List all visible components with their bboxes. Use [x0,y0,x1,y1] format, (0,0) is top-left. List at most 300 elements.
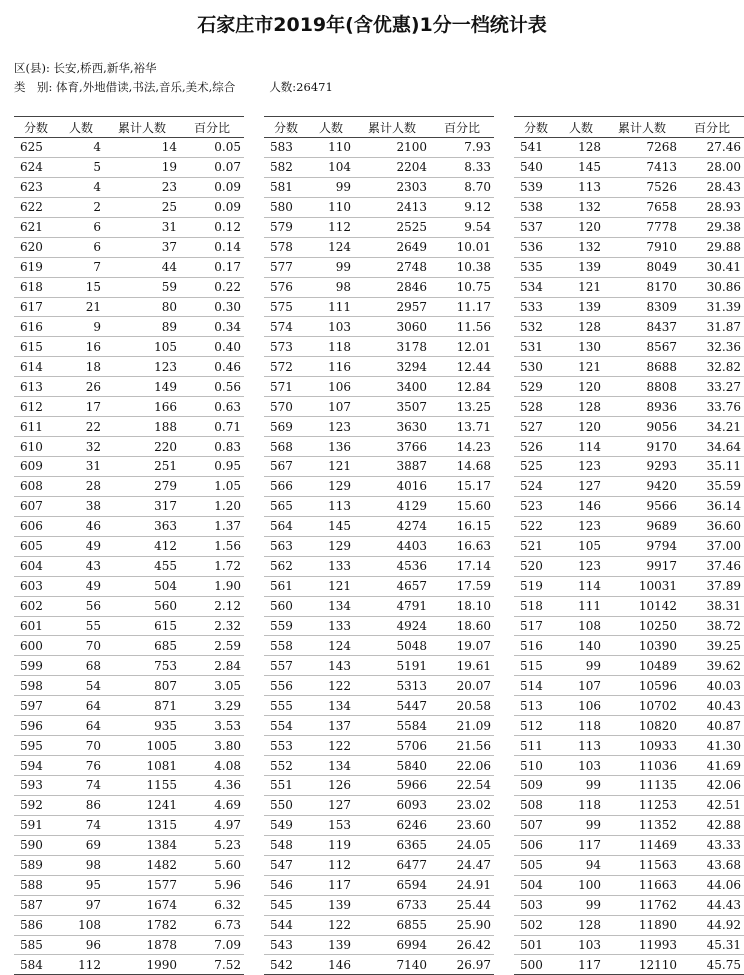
count-cell: 128 [558,915,604,935]
table-row [514,457,744,477]
cumulative-cell: 1878 [104,935,180,955]
score-cell: 586 [14,915,58,935]
score-cell: 535 [514,257,558,277]
percent-cell: 29.38 [680,217,744,237]
score-cell: 582 [264,157,308,177]
table-row [264,915,494,935]
table-row [514,616,744,636]
percent-cell: 0.09 [180,197,244,217]
count-cell: 98 [308,277,354,297]
count-cell: 121 [308,576,354,596]
score-cell: 539 [514,177,558,197]
percent-cell: 44.92 [680,915,744,935]
score-cell: 546 [264,875,308,895]
percent-cell: 13.25 [430,397,494,417]
cumulative-cell: 8170 [604,277,680,297]
cumulative-cell: 251 [104,457,180,477]
score-cell: 612 [14,397,58,417]
count-cell: 127 [308,795,354,815]
percent-cell: 36.14 [680,496,744,516]
table-row [14,377,244,397]
cumulative-cell: 4274 [354,516,430,536]
cumulative-cell: 7526 [604,177,680,197]
count-cell: 64 [58,696,104,716]
cumulative-cell: 8808 [604,377,680,397]
count-cell: 130 [558,337,604,357]
percent-cell: 0.71 [180,417,244,437]
count-cell: 108 [58,915,104,935]
table-row [14,656,244,676]
percent-cell: 33.27 [680,377,744,397]
percent-cell: 0.22 [180,277,244,297]
score-cell: 574 [264,317,308,337]
score-cell: 584 [14,955,58,975]
score-cell: 540 [514,157,558,177]
table-row [264,875,494,895]
percent-cell: 1.72 [180,556,244,576]
table-row [264,516,494,536]
table-row [514,935,744,955]
cumulative-cell: 188 [104,417,180,437]
percent-cell: 30.86 [680,277,744,297]
cumulative-cell: 2525 [354,217,430,237]
cumulative-cell: 3507 [354,397,430,417]
percent-cell: 22.54 [430,776,494,796]
table-row [514,736,744,756]
count-cell: 119 [308,835,354,855]
header-score: 分数 [514,117,558,138]
count-cell: 22 [58,417,104,437]
score-cell: 552 [264,756,308,776]
table-row [264,935,494,955]
cumulative-cell: 2204 [354,157,430,177]
percent-cell: 11.56 [430,317,494,337]
count-cell: 103 [308,317,354,337]
count-cell: 153 [308,815,354,835]
cumulative-cell: 5966 [354,776,430,796]
count-cell: 121 [308,457,354,477]
table-row [514,177,744,197]
percent-cell: 8.70 [430,177,494,197]
score-cell: 580 [264,197,308,217]
table-row [514,576,744,596]
table-row [514,955,744,975]
score-cell: 567 [264,457,308,477]
cumulative-cell: 89 [104,317,180,337]
score-cell: 592 [14,795,58,815]
table-row [264,138,494,158]
count-cell: 128 [558,317,604,337]
table-row [264,337,494,357]
percent-cell: 28.00 [680,157,744,177]
percent-cell: 44.06 [680,875,744,895]
count-cell: 4 [58,138,104,158]
percent-cell: 43.33 [680,835,744,855]
count-cell: 116 [308,357,354,377]
count-cell: 86 [58,795,104,815]
cumulative-cell: 123 [104,357,180,377]
percent-cell: 1.05 [180,476,244,496]
cumulative-cell: 11993 [604,935,680,955]
count-cell: 103 [558,935,604,955]
table-row [514,157,744,177]
table-row [514,676,744,696]
category-text: 类 别: 体育,外地借读,书法,音乐,美术,综合 [14,80,236,94]
cumulative-cell: 9056 [604,417,680,437]
cumulative-cell: 5706 [354,736,430,756]
percent-cell: 24.05 [430,835,494,855]
cumulative-cell: 2957 [354,297,430,317]
percent-cell: 32.82 [680,357,744,377]
cumulative-cell: 279 [104,476,180,496]
score-cell: 593 [14,776,58,796]
score-cell: 604 [14,556,58,576]
count-cell: 99 [558,815,604,835]
cumulative-cell: 6477 [354,855,430,875]
count-cell: 122 [308,915,354,935]
count-cell: 106 [558,696,604,716]
percent-cell: 43.68 [680,855,744,875]
cumulative-cell: 220 [104,437,180,457]
cumulative-cell: 3400 [354,377,430,397]
percent-cell: 20.58 [430,696,494,716]
percent-cell: 0.95 [180,457,244,477]
header-count: 人数 [558,117,604,138]
count-cell: 46 [58,516,104,536]
score-cell: 541 [514,138,558,158]
table-row [264,636,494,656]
table-row [514,437,744,457]
cumulative-cell: 2100 [354,138,430,158]
percent-cell: 12.84 [430,377,494,397]
cumulative-cell: 615 [104,616,180,636]
percent-cell: 26.97 [430,955,494,975]
percent-cell: 12.44 [430,357,494,377]
count-cell: 112 [308,217,354,237]
cumulative-cell: 10390 [604,636,680,656]
cumulative-cell: 8309 [604,297,680,317]
count-cell: 136 [308,437,354,457]
header-score: 分数 [264,117,308,138]
score-cell: 621 [14,217,58,237]
score-cell: 523 [514,496,558,516]
count-cell: 129 [308,476,354,496]
table-header [264,117,494,138]
count-cell: 122 [308,736,354,756]
count-cell: 96 [58,935,104,955]
percent-cell: 1.90 [180,576,244,596]
score-cell: 560 [264,596,308,616]
cumulative-cell: 9566 [604,496,680,516]
score-cell: 579 [264,217,308,237]
score-cell: 549 [264,815,308,835]
percent-cell: 4.69 [180,795,244,815]
count-cell: 139 [308,895,354,915]
table-row [264,297,494,317]
count-cell: 6 [58,237,104,257]
percent-cell: 9.12 [430,197,494,217]
cumulative-cell: 149 [104,377,180,397]
cumulative-cell: 1081 [104,756,180,776]
score-cell: 538 [514,197,558,217]
percent-cell: 28.93 [680,197,744,217]
percent-cell: 5.60 [180,855,244,875]
count-cell: 43 [58,556,104,576]
percent-cell: 40.43 [680,696,744,716]
score-cell: 591 [14,815,58,835]
table-row [264,437,494,457]
count-cell: 117 [558,835,604,855]
score-cell: 512 [514,716,558,736]
cumulative-cell: 6855 [354,915,430,935]
score-cell: 544 [264,915,308,935]
table-row [14,855,244,875]
count-cell: 123 [308,417,354,437]
count-cell: 134 [308,756,354,776]
table-row [514,496,744,516]
table-row [14,297,244,317]
cumulative-cell: 1577 [104,875,180,895]
percent-cell: 6.73 [180,915,244,935]
count-cell: 145 [308,516,354,536]
cumulative-cell: 10933 [604,736,680,756]
table-row [264,656,494,676]
table-row [264,496,494,516]
score-cell: 517 [514,616,558,636]
cumulative-cell: 3887 [354,457,430,477]
percent-cell: 7.09 [180,935,244,955]
count-cell: 114 [558,437,604,457]
page-title: 石家庄市2019年(含优惠)1分一档统计表 [197,14,547,36]
score-cell: 518 [514,596,558,616]
cumulative-cell: 6365 [354,835,430,855]
count-cell: 99 [558,895,604,915]
score-cell: 608 [14,476,58,496]
table-row [14,716,244,736]
cumulative-cell: 8437 [604,317,680,337]
score-cell: 508 [514,795,558,815]
score-cell: 571 [264,377,308,397]
count-cell: 99 [308,177,354,197]
percent-cell: 27.46 [680,138,744,158]
table-row [264,716,494,736]
score-cell: 605 [14,536,58,556]
table-row [264,417,494,437]
percent-cell: 17.59 [430,576,494,596]
percent-cell: 25.44 [430,895,494,915]
table-row [264,197,494,217]
percent-cell: 10.75 [430,277,494,297]
cumulative-cell: 3178 [354,337,430,357]
cumulative-cell: 105 [104,337,180,357]
table-row [14,417,244,437]
score-cell: 602 [14,596,58,616]
table-row [14,257,244,277]
header-count: 人数 [308,117,354,138]
percent-cell: 30.41 [680,257,744,277]
score-cell: 575 [264,297,308,317]
count-cell: 121 [558,357,604,377]
cumulative-cell: 10489 [604,656,680,676]
cumulative-cell: 6733 [354,895,430,915]
percent-cell: 28.43 [680,177,744,197]
score-cell: 564 [264,516,308,536]
percent-cell: 7.93 [430,138,494,158]
table-row [14,736,244,756]
count-cell: 120 [558,217,604,237]
count-cell: 117 [308,875,354,895]
cumulative-cell: 5447 [354,696,430,716]
percent-cell: 10.01 [430,237,494,257]
score-cell: 542 [264,955,308,975]
table-row [514,237,744,257]
cumulative-cell: 25 [104,197,180,217]
header-score: 分数 [14,117,58,138]
cumulative-cell: 412 [104,536,180,556]
table-row [514,835,744,855]
cumulative-cell: 317 [104,496,180,516]
score-cell: 566 [264,476,308,496]
table-row [264,776,494,796]
percent-cell: 40.87 [680,716,744,736]
table-row [14,317,244,337]
cumulative-cell: 166 [104,397,180,417]
cumulative-cell: 807 [104,676,180,696]
table-row [264,895,494,915]
count-cell: 112 [308,855,354,875]
count-cell: 7 [58,257,104,277]
count-cell: 56 [58,596,104,616]
count-cell: 31 [58,457,104,477]
table-row [14,457,244,477]
score-cell: 581 [264,177,308,197]
percent-cell: 15.17 [430,476,494,496]
table-row [264,556,494,576]
table-row [14,237,244,257]
count-cell: 137 [308,716,354,736]
count-cell: 120 [558,377,604,397]
count-cell: 139 [558,257,604,277]
percent-cell: 9.54 [430,217,494,237]
cumulative-cell: 7268 [604,138,680,158]
cumulative-cell: 9420 [604,476,680,496]
cumulative-cell: 44 [104,257,180,277]
score-cell: 570 [264,397,308,417]
percent-cell: 13.71 [430,417,494,437]
table-row [14,576,244,596]
score-table-1 [14,116,244,975]
score-cell: 529 [514,377,558,397]
table-row [14,496,244,516]
percent-cell: 42.06 [680,776,744,796]
score-cell: 624 [14,157,58,177]
table-row [514,716,744,736]
table-row [514,895,744,915]
table-row [514,516,744,536]
cumulative-cell: 3766 [354,437,430,457]
count-cell: 118 [558,795,604,815]
score-cell: 516 [514,636,558,656]
percent-cell: 0.83 [180,437,244,457]
cumulative-cell: 9293 [604,457,680,477]
percent-cell: 20.07 [430,676,494,696]
score-cell: 619 [14,257,58,277]
cumulative-cell: 1155 [104,776,180,796]
cumulative-cell: 4924 [354,616,430,636]
table-row [264,457,494,477]
cumulative-cell: 2846 [354,277,430,297]
score-cell: 551 [264,776,308,796]
percent-cell: 1.56 [180,536,244,556]
percent-cell: 16.15 [430,516,494,536]
percent-cell: 18.10 [430,596,494,616]
percent-cell: 0.30 [180,297,244,317]
percent-cell: 1.20 [180,496,244,516]
percent-cell: 39.25 [680,636,744,656]
table-row [514,277,744,297]
score-cell: 513 [514,696,558,716]
table-row [14,516,244,536]
cumulative-cell: 5584 [354,716,430,736]
percent-cell: 29.88 [680,237,744,257]
table-row [264,217,494,237]
count-cell: 103 [558,756,604,776]
cumulative-cell: 11036 [604,756,680,776]
table-row [14,676,244,696]
cumulative-cell: 1241 [104,795,180,815]
percent-cell: 19.61 [430,656,494,676]
table-row [14,815,244,835]
table-row [264,756,494,776]
score-cell: 614 [14,357,58,377]
score-table-3 [514,116,744,975]
score-cell: 500 [514,955,558,975]
count-cell: 133 [308,616,354,636]
count-cell: 76 [58,756,104,776]
score-cell: 572 [264,357,308,377]
percent-cell: 4.36 [180,776,244,796]
cumulative-cell: 1990 [104,955,180,975]
cumulative-cell: 1782 [104,915,180,935]
percent-cell: 42.51 [680,795,744,815]
count-cell: 124 [308,237,354,257]
count-cell: 55 [58,616,104,636]
table-row [514,337,744,357]
table-row [514,257,744,277]
table-row [264,536,494,556]
count-cell: 132 [558,197,604,217]
score-cell: 509 [514,776,558,796]
header-percent: 百分比 [430,117,494,138]
table-row [264,835,494,855]
cumulative-cell: 685 [104,636,180,656]
cumulative-cell: 2748 [354,257,430,277]
percent-cell: 33.76 [680,397,744,417]
count-cell: 128 [558,397,604,417]
cumulative-cell: 11253 [604,795,680,815]
table-row [514,756,744,776]
cumulative-cell: 37 [104,237,180,257]
score-cell: 550 [264,795,308,815]
category-line [14,79,333,95]
table-row [14,476,244,496]
header-percent: 百分比 [180,117,244,138]
score-cell: 514 [514,676,558,696]
cumulative-cell: 2303 [354,177,430,197]
table-row [514,397,744,417]
table-row [264,616,494,636]
count-cell: 21 [58,297,104,317]
